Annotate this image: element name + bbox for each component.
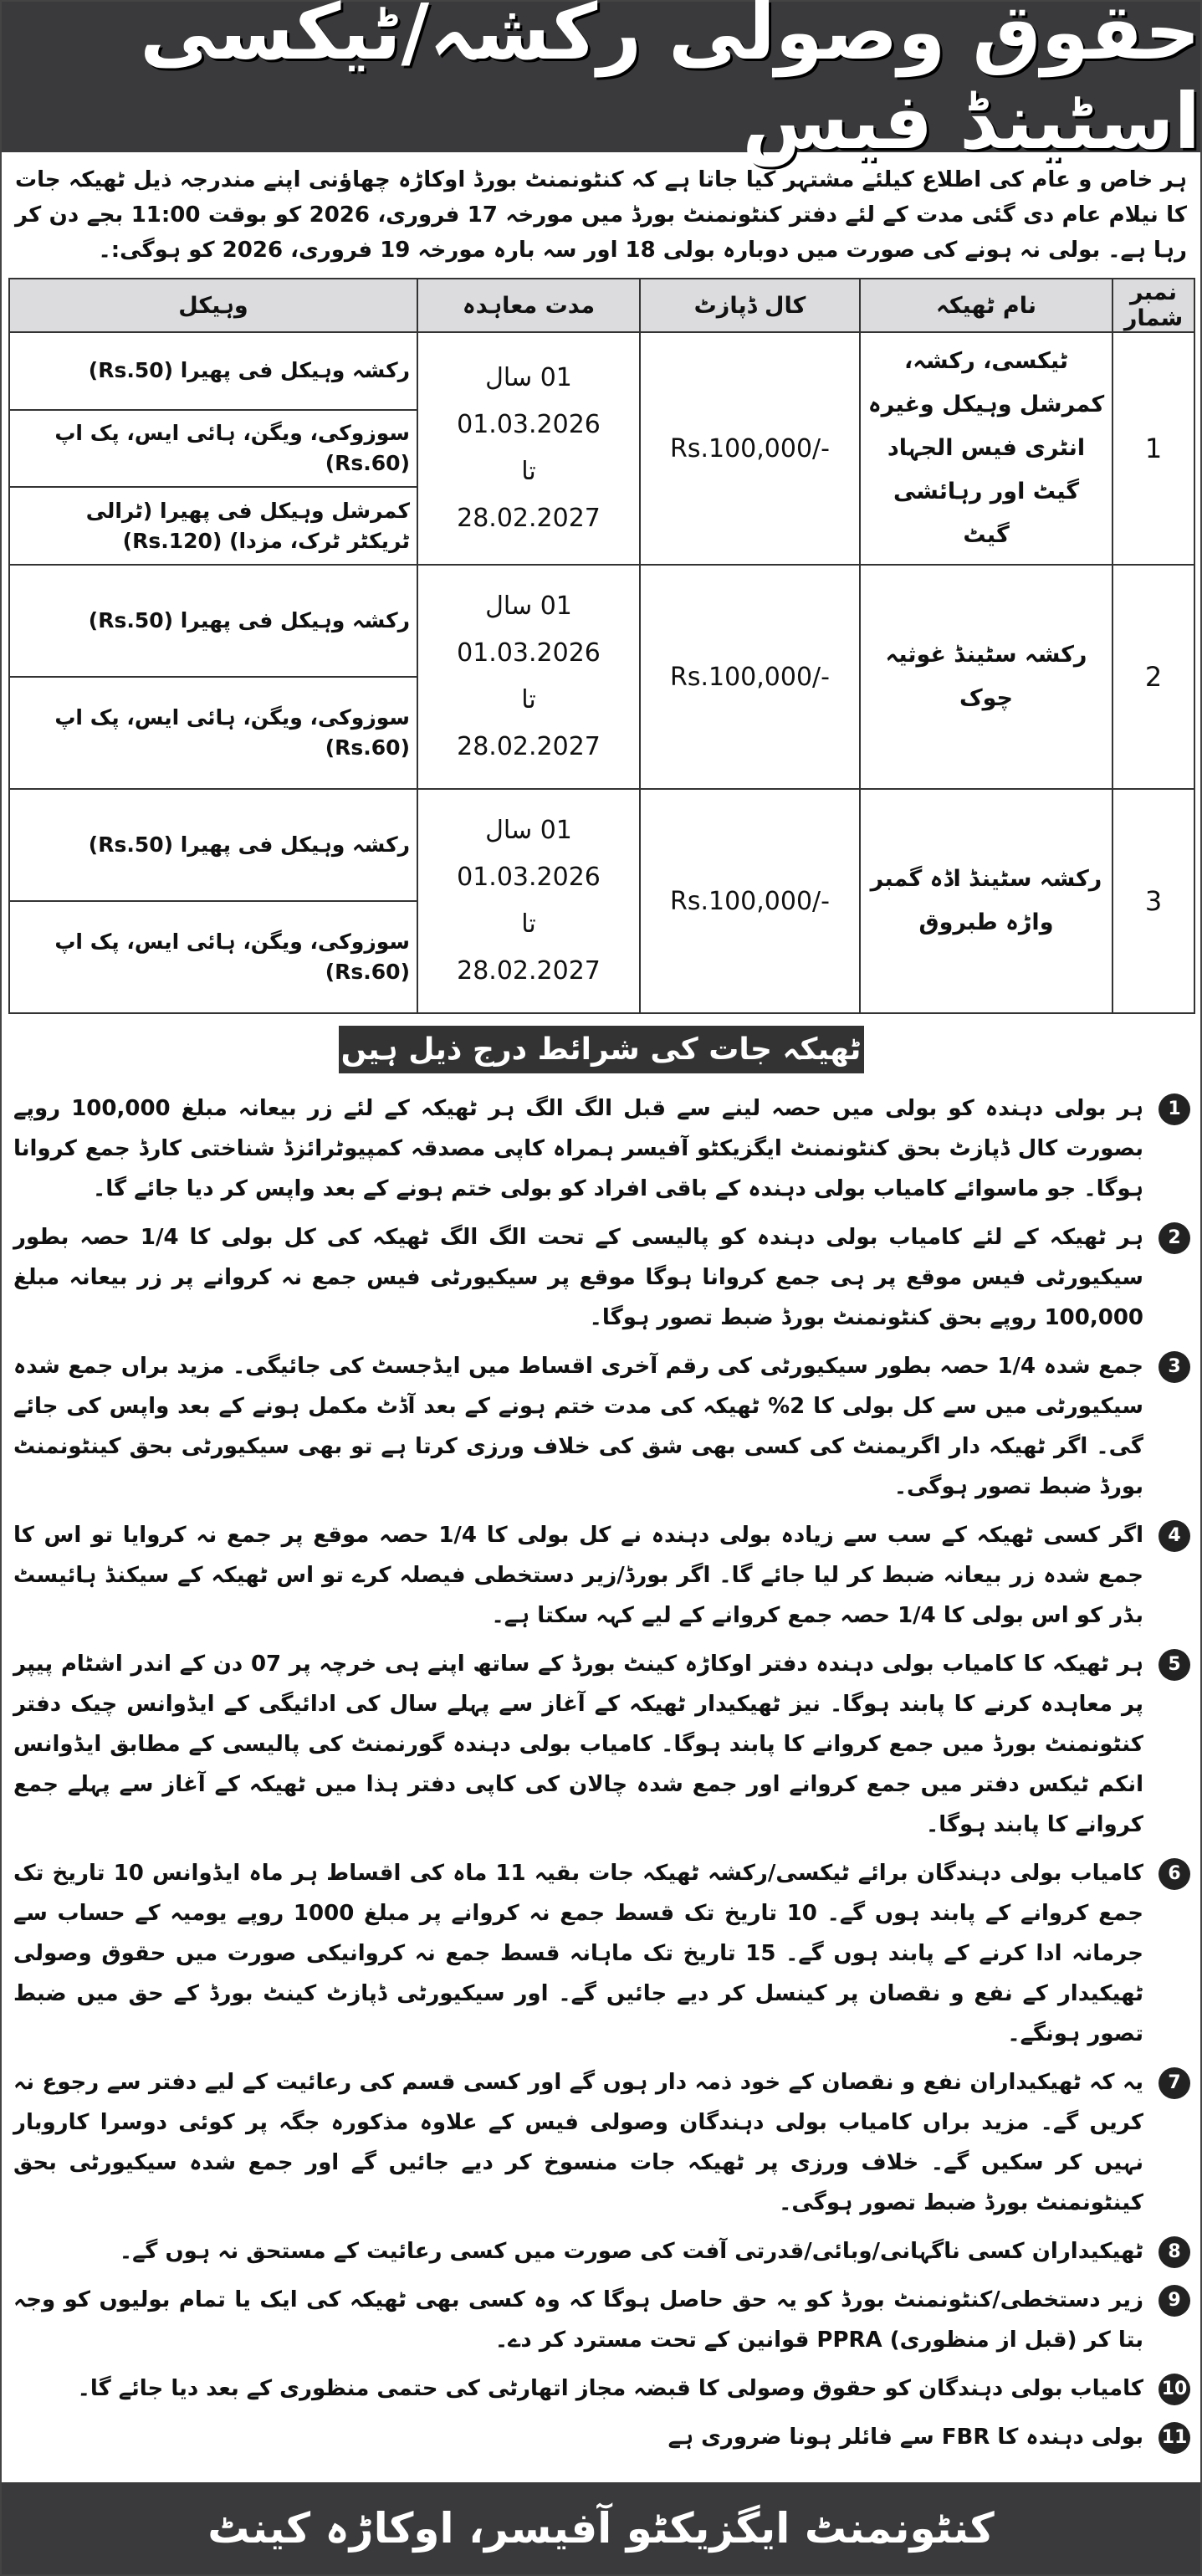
cell-duration xyxy=(417,332,640,565)
duration-to-word: تا xyxy=(521,457,536,486)
duration-to-word: تا xyxy=(521,909,536,939)
table-header-row xyxy=(9,279,1194,332)
table-row xyxy=(9,565,1194,677)
cell-vehicle-rate: سوزوکی، ویگن، ہائی ایس، پک اپ (Rs.60) xyxy=(9,901,417,1013)
header-deposit: کال ڈپازٹ xyxy=(640,279,860,332)
duration-to: 28.02.2027 xyxy=(457,956,601,986)
term-item xyxy=(13,2062,1190,2223)
term-text: کامیاب بولی دہندگان برائے ٹیکسی/رکشہ ٹھیکہ جات بقیہ 11 ماہ کی اقساط ہر ماہ ایڈوانس 10 تاریخ تک جمع کروانے کے پابند ہوں گے۔ 10 تاریخ تک قسط جمع نہ کروانے پر مبلغ 1000 روپے یومیہ کے حساب سے جرمانہ ادا کرنے کے پابند ہوں گے۔ 15 تاریخ تک ماہانہ قسط جمع نہ کروانیکی صورت میں حقوق وصولی ٹھیکیدار کے نفع و نقصان پر کینسل کر دیے جائیں گے۔ اور سیکیورٹی ڈپازٹ کینٹ بورڈ کے حق میں ضبط تصور ہونگے۔ xyxy=(13,1861,1144,2046)
term-item xyxy=(13,2231,1190,2271)
cell-vehicle-rate: رکشہ وہیکل فی پھیرا (Rs.50) xyxy=(9,332,417,410)
term-number-badge: 7 xyxy=(1159,2067,1190,2099)
header-vehicle: وہیکل xyxy=(9,279,417,332)
cell-name: ٹیکسی، رکشہ، کمرشل وہیکل وغیرہ انٹری فیس الجہاد گیٹ اور رہائشی گیٹ xyxy=(860,332,1112,565)
term-item xyxy=(13,1346,1190,1507)
term-number-badge: 6 xyxy=(1159,1858,1190,1890)
term-text: یہ کہ ٹھیکیداران نفع و نقصان کے خود ذمہ دار ہوں گے اور کسی قسم کی رعائیت کے لیے دفتر سے رجوع نہ کریں گے۔ مزید براں کامیاب بولی دہندگان وصولی فیس کے علاوہ مذکورہ جگہ پر کوئی دوسرا کاروبار نہیں کر سکیں گے۔ خلاف ورزی پر ٹھیکہ جات منسوخ کر دیے جائیں گے اور جمع شدہ سیکیورٹی بحق کینٹونمنٹ بورڈ ضبط تصور ہوگی۔ xyxy=(13,2070,1143,2215)
duration-years: 01 سال xyxy=(485,363,572,392)
duration-to: 28.02.2027 xyxy=(457,732,601,761)
term-text: جمع شدہ 1/4 حصہ بطور سیکیورٹی کی رقم آخری اقساط میں ایڈجسٹ کی جائیگی۔ مزید براں جمع شدہ سیکیورٹی میں سے کل بولی کا 2% ٹھیکہ کی مدت ختم ہونے کے بعد آڈٹ مکمل ہونے کے بعد واپس کی جائے گی۔ اگر ٹھیکہ دار اگریمنٹ کی کسی بھی شق کی خلاف ورزی کرتا ہے تو بھی سیکیورٹی بحق کینٹونمنٹ بورڈ ضبط تصور ہوگی۔ xyxy=(13,1354,1143,1499)
term-item xyxy=(13,2417,1190,2457)
term-item xyxy=(13,2280,1190,2360)
term-number-badge: 5 xyxy=(1159,1649,1190,1681)
duration-from: 01.03.2026 xyxy=(457,638,601,668)
cell-duration xyxy=(417,789,640,1013)
header-duration: مدت معاہدہ xyxy=(417,279,640,332)
term-text: ہر بولی دہندہ کو بولی میں حصہ لینے سے قبل الگ الگ ہر ٹھیکہ کے لئے زر بیعانہ مبلغ 100,000 روپے بصورت کال ڈپازٹ بحق کنٹونمنٹ ایگزیکٹو آفیسر ہمراہ کاپی مصدقہ کمپیوٹرائزڈ شناختی کارڈ جمع کروانا ہوگا۔ جو ماسوائے کامیاب بولی دہندہ کے باقی افراد کو بولی ختم ہونے کے بعد واپس کر دیا جائے گا۔ xyxy=(13,1096,1143,1201)
cell-vehicle-rate: کمرشل وہیکل فی پھیرا (ٹرالی ٹریکٹر ٹرک، مزدا) (Rs.120) xyxy=(9,487,417,565)
duration-from: 01.03.2026 xyxy=(457,863,601,892)
term-text: ہر ٹھیکہ کا کامیاب بولی دہندہ دفتر اوکاڑہ کینٹ بورڈ کے ساتھ اپنے ہی خرچہ پر 07 دن کے اندر اشٹام پیپر پر معاہدہ کرنے کا پابند ہوگا۔ نیز ٹھیکیدار ٹھیکہ کے آغاز سے پہلے سال کی ادائیگی کے ایڈوانس چیک دفتر کنٹونمنٹ بورڈ میں جمع کروانے کا پابند ہوگا۔ کامیاب بولی دہندہ گورنمنٹ کی پالیسی کے مطابق ایڈوانس انکم ٹیکس دفتر میں جمع کروانے اور جمع شدہ چالان کی کاپی دفتر ہذا میں ٹھیکہ کے آغاز سے پہلے جمع کروانے کا پابند ہوگا۔ xyxy=(13,1652,1143,1837)
header-name: نام ٹھیکہ xyxy=(860,279,1112,332)
term-number-badge: 2 xyxy=(1159,1222,1190,1254)
title-banner xyxy=(2,0,1200,166)
term-text: ٹھیکیداران کسی ناگہانی/وبائی/قدرتی آفت کی صورت میں کسی رعائیت کے مستحق نہ ہوں گے۔ xyxy=(119,2239,1143,2264)
term-number-badge: 4 xyxy=(1159,1520,1190,1552)
cell-vehicle-rate: سوزوکی، ویگن، ہائی ایس، پک اپ (Rs.60) xyxy=(9,677,417,789)
cell-vehicle-rate: رکشہ وہیکل فی پھیرا (Rs.50) xyxy=(9,565,417,677)
term-text: ہر ٹھیکہ کے لئے کامیاب بولی دہندہ کو پالیسی کے تحت الگ الگ ٹھیکہ کی کل بولی کا 1/4 حصہ بطور سیکیورٹی فیس موقع پر ہی جمع کروانا ہوگا موقع پر سیکیورٹی فیس جمع نہ کروانے پر زر بیعانہ مبلغ 100,000 روپے بحق کنٹونمنٹ بورڈ ضبط تصور ہوگا۔ xyxy=(13,1225,1143,1330)
contracts-table xyxy=(8,278,1195,1014)
duration-to-word: تا xyxy=(521,685,536,714)
term-text: کامیاب بولی دہندگان کو حقوق وصولی کا قبضہ مجاز اتھارٹی کی حتمی منظوری کے بعد دیا جائے گا۔ xyxy=(77,2376,1143,2401)
term-number-badge: 3 xyxy=(1159,1351,1190,1383)
term-item xyxy=(13,1644,1190,1845)
cell-vehicle-rate: سوزوکی، ویگن، ہائی ایس، پک اپ (Rs.60) xyxy=(9,410,417,488)
intro-text: ہر خاص و عام کی اطلاع کیلئے مشتہر کیا جاتا ہے کہ کنٹونمنٹ بورڈ اوکاڑہ چھاؤنی اپنے مندرجہ ذیل ٹھیکہ جات کا نیلام عام دی گئی مدت کے لئے دفتر کنٹونمنٹ بورڈ میں مورخہ 17 فروری، 2026 کو بوقت 11:00 بجے دن کر رہا ہے۔ بولی نہ ہونے کی صورت میں دوبارہ بولی 18 اور سہ بارہ مورخہ 19 فروری، 2026 کو ہوگی:۔ xyxy=(15,167,1188,263)
cell-duration xyxy=(417,565,640,789)
cell-deposit: Rs.100,000/- xyxy=(640,332,860,565)
term-item xyxy=(13,2369,1190,2409)
cell-deposit: Rs.100,000/- xyxy=(640,565,860,789)
term-text: اگر کسی ٹھیکہ کے سب سے زیادہ بولی دہندہ نے کل بولی کا 1/4 حصہ موقع پر جمع نہ کروایا تو اس کا جمع شدہ زر بیعانہ ضبط کر لیا جائے گا۔ اگر بورڈ/زیر دستخطی فیصلہ کرے تو اس ٹھیکہ کے سیکنڈ ہائیسٹ بڈر کو اس بولی کا 1/4 حصہ جمع کروانے کے لیے کہہ سکتا ہے۔ xyxy=(13,1523,1144,1628)
term-number-badge: 8 xyxy=(1159,2236,1190,2268)
footer-signature: کنٹونمنٹ ایگزیکٹو آفیسر، اوکاڑہ کینٹ xyxy=(2,2482,1200,2574)
terms-list xyxy=(13,1088,1190,2466)
duration-from: 01.03.2026 xyxy=(457,410,601,439)
table-row xyxy=(9,332,1194,410)
term-text: زیر دستخطی/کنٹونمنٹ بورڈ کو یہ حق حاصل ہوگا کہ وہ کسی بھی ٹھیکہ کی ایک یا تمام بولیوں کو وجہ بتا کر (قبل از منظوری) PPRA قوانین کے تحت مسترد کر دے۔ xyxy=(13,2287,1143,2353)
term-number-badge: 9 xyxy=(1159,2285,1190,2317)
term-item xyxy=(13,1515,1190,1636)
cell-serial: 2 xyxy=(1112,565,1194,789)
cell-serial: 1 xyxy=(1112,332,1194,565)
term-text: بولی دہندہ کا FBR سے فائلر ہونا ضروری ہے xyxy=(667,2425,1143,2450)
header-serial: نمبر شمار xyxy=(1112,279,1194,332)
cell-vehicle-rate: رکشہ وہیکل فی پھیرا (Rs.50) xyxy=(9,789,417,901)
term-number-badge: 1 xyxy=(1159,1093,1190,1125)
term-item xyxy=(13,1217,1190,1338)
cell-name: رکشہ سٹینڈ غوثیہ چوک xyxy=(860,565,1112,789)
duration-years: 01 سال xyxy=(485,816,572,845)
cell-name: رکشہ سٹینڈ اڈہ گمبر واڑہ طبروق xyxy=(860,789,1112,1013)
term-number-badge: 11 xyxy=(1159,2422,1190,2454)
duration-to: 28.02.2027 xyxy=(457,504,601,533)
table-row xyxy=(9,789,1194,901)
term-item xyxy=(13,1088,1190,1209)
cell-deposit: Rs.100,000/- xyxy=(640,789,860,1013)
terms-heading: ٹھیکہ جات کی شرائط درج ذیل ہیں xyxy=(339,1026,864,1073)
term-number-badge: 10 xyxy=(1159,2374,1190,2405)
duration-years: 01 سال xyxy=(485,592,572,621)
page-title: حقوق وصولی رکشہ/ٹیکسی اسٹینڈ فیس xyxy=(140,0,1200,166)
term-item xyxy=(13,1853,1190,2054)
cell-serial: 3 xyxy=(1112,789,1194,1013)
